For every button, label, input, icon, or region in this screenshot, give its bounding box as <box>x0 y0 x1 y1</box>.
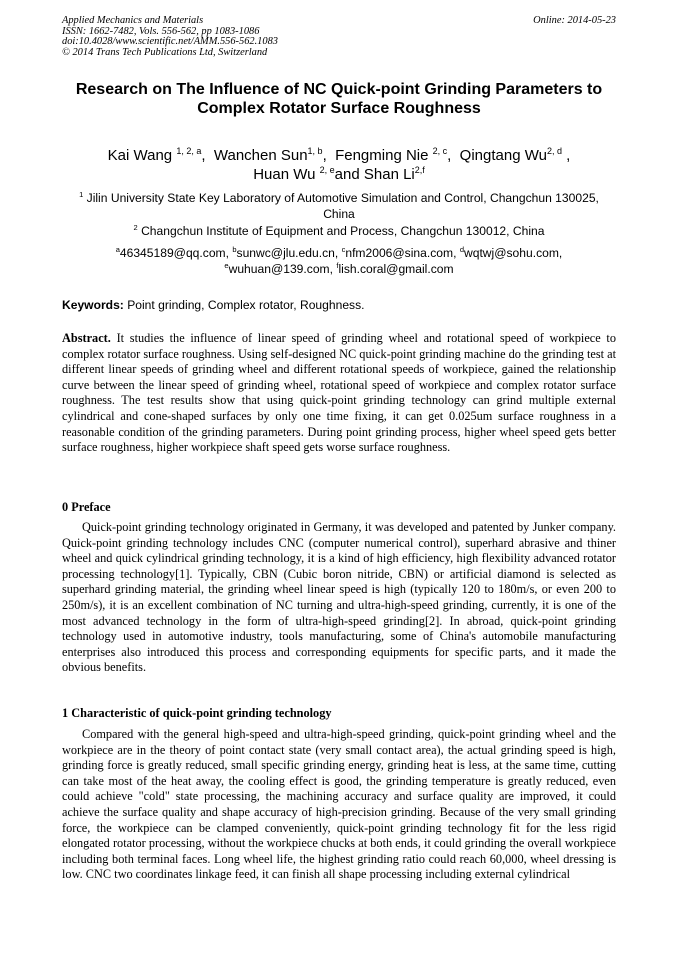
section-heading-1: 1 Characteristic of quick-point grinding technology <box>62 706 332 720</box>
title-line-2: Complex Rotator Surface Roughness <box>197 100 481 117</box>
author-name: Qingtang Wu <box>459 147 547 164</box>
email-link[interactable]: sunwc@jlu.edu.cn, <box>236 246 339 260</box>
journal-header <box>62 16 616 58</box>
author-line-2: Huan Wu $^{2, e}$and Shan Li$^{2,f}$ <box>253 165 425 183</box>
author-affiliation-mark: 2, d <box>546 146 562 156</box>
affiliation-1 <box>62 190 616 222</box>
title-line-1: Research on The Influence of NC Quick-point Grinding Parameters to <box>75 81 603 98</box>
journal-name: Applied Mechanics and Materials <box>62 15 204 26</box>
email-mark: e <box>224 260 229 270</box>
affiliation-number: 2 <box>133 222 138 232</box>
author-line-1: Kai Wang $^{1, 2, a}$, Wanchen Sun$^{1, b}$, Fengming Nie $^{2, c}$, Qingtang Wu$^{2, d}$ , <box>107 146 571 164</box>
email-link[interactable]: wqtwj@sohu.com, <box>463 246 563 260</box>
email-mark: a <box>115 244 120 254</box>
abstract <box>62 331 616 456</box>
email-mark: c <box>341 244 346 254</box>
author-name: Fengming Nie <box>335 147 429 164</box>
section-heading-preface: 0 Preface <box>62 500 111 514</box>
issn-line: ISSN: 1662-7482, Vols. 556-562, pp 1083-1086 <box>62 25 260 37</box>
author-name: Shan Li <box>363 166 415 183</box>
affiliation-text: Jilin University State Key Laboratory of Automotive Simulation and Control, Changchun 130025, China <box>86 191 599 221</box>
email-link[interactable]: wuhuan@139.com, <box>228 262 333 276</box>
author-name: Wanchen Sun <box>213 147 308 164</box>
email-link[interactable]: nfm2006@sina.com, <box>345 246 457 260</box>
email-list <box>62 245 616 277</box>
keywords-text: Point grinding, Complex rotator, Roughness. <box>127 298 365 312</box>
email-link[interactable]: 46345189@qq.com, <box>119 246 229 260</box>
affiliation-number: 1 <box>79 189 84 199</box>
author-affiliation-mark: 2, c <box>432 146 448 156</box>
copyright-line: © 2014 Trans Tech Publications Ltd, Switzerland <box>62 46 268 58</box>
author-affiliation-mark: 2, e <box>319 165 335 175</box>
doi-line: doi:10.4028/www.scientific.net/AMM.556-562.1083 <box>62 36 278 48</box>
author-affiliation-mark: 1, b <box>307 146 323 156</box>
author-name: Huan Wu <box>253 166 316 183</box>
abstract-text: It studies the influence of linear speed of grinding wheel and rotational speed of workpiece to complex rotator surface roughness. Using self-designed NC quick-point grinding machine do the grinding test at different linear speeds of grinding wheel and different rotational speeds of workpiece, gained the relationship curve between the linear speed of grinding wheel, rotational speed of workpiece and complex rotator surface roughness. The test results show that using quick-point grinding technology can grind multiple external cylindrical and cone-shaped surfaces by only one time fixing, it can get 0.025um surface roughness in a reasonable condition of the grinding parameters. During point grinding process, higher wheel speed gets better surface roughness, higher workpiece shaft speed gets worse surface roughness. <box>62 331 616 455</box>
abstract-label: Abstract. <box>62 331 111 345</box>
email-mark: b <box>232 244 237 254</box>
email-mark: d <box>459 244 464 254</box>
author-affiliation-mark: 1, 2, a <box>176 146 202 156</box>
email-mark: f <box>336 260 339 270</box>
keywords-label: Keywords: <box>62 298 124 312</box>
preface-paragraph: Quick-point grinding technology originated in Germany, it was developed and patented by Junker company. Quick-point grinding technology includes CNC (computer numerical control), superhard abrasive and thiner wheel and quick cylindrical grinding technology, it is a kind of high efficiency, high flexibility advanced rotator processing technology[1]. Typically, CBN (Cubic boron nitride, CBN) or artificial diamond is selected as superhard grinding material, the grinding wheel linear speed is high (typically 120 to 180m/s, or even 200 to 250m/s), it is an excellent combination of NC turning and ultra-high-speed grinding, currently, it is one of the most advanced technology in the form of ultra-high-speed grinding[2]. In abroad, quick-point grinding technology used in automotive industry, tools manufacturing, some of China's automobile manufacturing enterprises also introduced this process and corresponding equipments for specific parts, and it made the obvious benefits. <box>62 520 616 675</box>
author-name: Kai Wang <box>107 147 173 164</box>
paper-title <box>62 80 616 118</box>
affiliation-text: Changchun Institute of Equipment and Process, Changchun 130012, China <box>141 224 545 238</box>
author-affiliation-mark: 2,f <box>414 165 425 175</box>
author-list <box>62 146 616 184</box>
online-date: Online: 2014-05-23 <box>533 15 616 26</box>
affiliation-2 <box>62 223 616 239</box>
email-link[interactable]: lish.coral@gmail.com <box>338 262 454 276</box>
keywords-line <box>62 297 616 313</box>
section-1-paragraph: Compared with the general high-speed and ultra-high-speed grinding, quick-point grinding wheel and the workpiece are in the theory of point contact state (very small contact area), the actual grinding speed is high, grinding force is greatly reduced, small specific grinding energy, grinding heat is less, at the same time, cutting can take most of the heat away, the cooling effect is good, the grinding temperature is greatly reduced, even could achieve "cold" state processing, the machining accuracy and surface quality are improved, it could achieve the surface quality and shape accuracy of high-precision grinding. Because of the very small grinding force, the workpiece can be clamped conveniently, quick-point grinding technology fit for the less rigid elongated rotator processing, without the workpiece chucks at both ends, it could grinding the overall workpiece including both terminal faces. Long wheel life, the highest grinding ratio could reach 60,000, wheel dressing is low. CNC two coordinates linkage feed, it can finish all shape processing including external cylindrical <box>62 727 616 882</box>
